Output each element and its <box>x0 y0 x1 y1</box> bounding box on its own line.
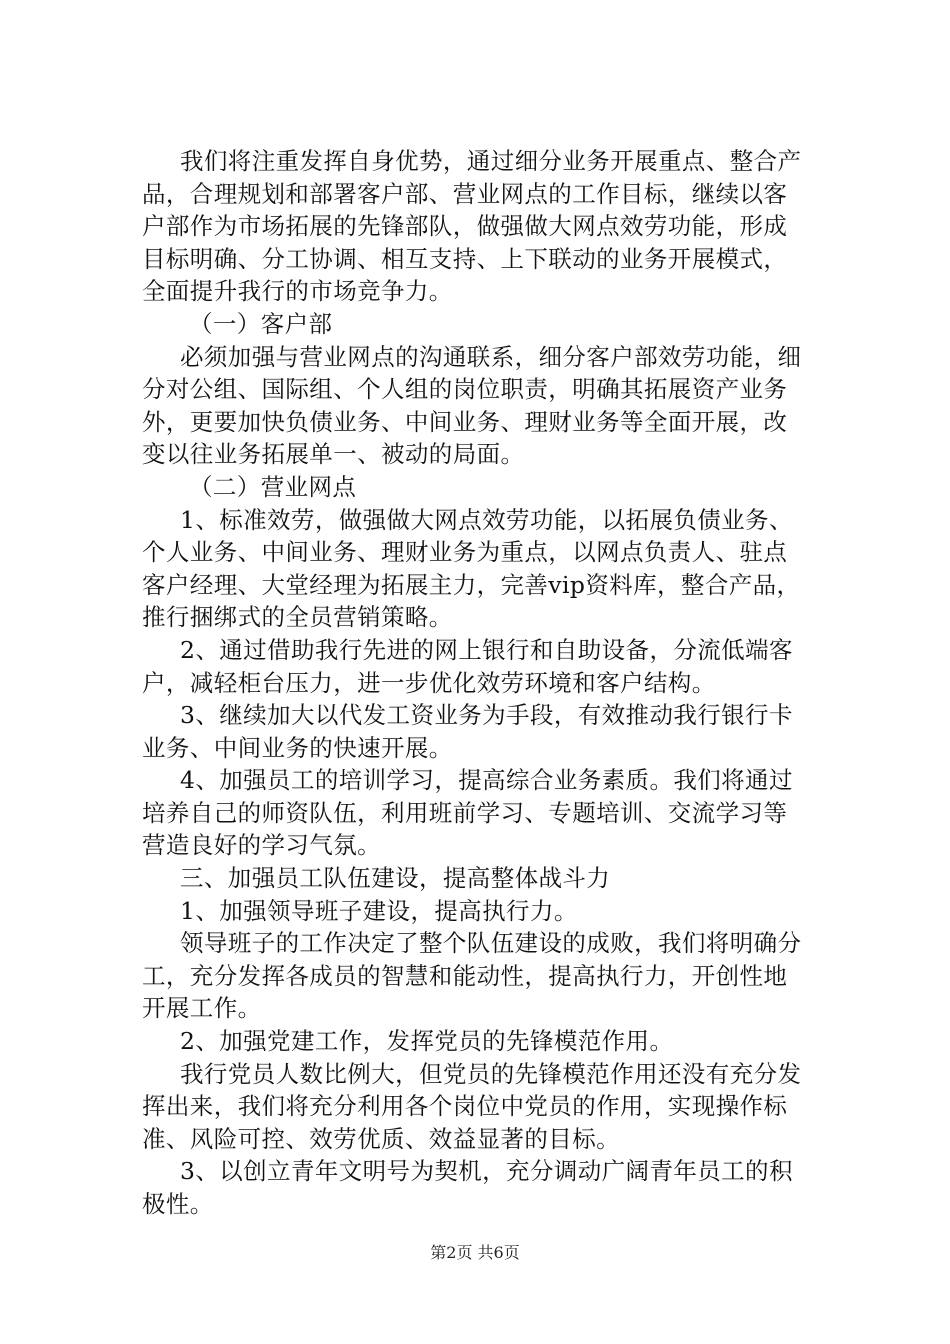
text-line: 客户经理、大堂经理为拓展主力，完善vip资料库，整合产品， <box>142 570 801 599</box>
text-line: 我行党员人数比例大，但党员的先锋模范作用还没有充分发 <box>180 1059 802 1088</box>
text-line: 工，充分发挥各成员的智慧和能动性，提高执行力，开创性地 <box>142 961 788 990</box>
text-line: （二）营业网点 <box>189 472 357 501</box>
text-line: 外，更要加快负债业务、中间业务、理财业务等全面开展，改 <box>142 407 788 436</box>
text-line: 变以往业务拓展单一、被动的局面。 <box>142 440 525 469</box>
text-line: 个人业务、中间业务、理财业务为重点，以网点负责人、驻点 <box>142 538 788 567</box>
text-line: 4、加强员工的培训学习，提高综合业务素质。我们将通过 <box>180 766 793 795</box>
text-line: 三、加强员工队伍建设，提高整体战斗力 <box>180 864 611 893</box>
text-line: 我们将注重发挥自身优势，通过细分业务开展重点、整合产 <box>180 147 802 175</box>
text-line: 1、标准效劳，做强做大网点效劳功能，以拓展负债业务、 <box>180 505 793 534</box>
text-line: 3、以创立青年文明号为契机，充分调动广阔青年员工的积 <box>180 1157 793 1186</box>
text-line: 3、继续加大以代发工资业务为手段，有效推动我行银行卡 <box>180 701 793 730</box>
text-line: 极性。 <box>142 1190 214 1218</box>
text-line: 2、加强党建工作，发挥党员的先锋模范作用。 <box>180 1027 674 1056</box>
text-line: 2、通过借助我行先进的网上银行和自助设备，分流低端客 <box>180 635 793 664</box>
document-body <box>142 145 822 1221</box>
text-line: 培养自己的师资队伍，利用班前学习、专题培训、交流学习等 <box>142 798 788 827</box>
text-line: 分对公组、国际组、个人组的岗位职责，明确其拓展资产业务 <box>142 375 788 404</box>
text-line: 业务、中间业务的快速开展。 <box>142 733 453 762</box>
text-line: （一）客户部 <box>189 309 333 338</box>
text-line: 1、加强领导班子建设，提高执行力。 <box>180 896 578 925</box>
text-line: 营造良好的学习气氛。 <box>142 831 381 860</box>
text-line: 必须加强与营业网点的沟通联系，细分客户部效劳功能，细 <box>180 342 802 371</box>
text-line: 目标明确、分工协调、相互支持、上下联动的业务开展模式， <box>142 244 788 273</box>
text-line: 品，合理规划和部署客户部、营业网点的工作目标，继续以客 <box>142 179 788 208</box>
text-line: 准、风险可控、效劳优质、效益显著的目标。 <box>142 1124 620 1153</box>
text-line: 挥出来，我们将充分利用各个岗位中党员的作用，实现操作标 <box>142 1092 788 1121</box>
page-footer: 第2页 共6页 <box>430 1243 520 1262</box>
text-line: 户，减轻柜台压力，进一步优化效劳环境和客户结构。 <box>142 668 716 697</box>
text-line: 推行捆绑式的全员营销策略。 <box>142 603 453 632</box>
text-line: 户部作为市场拓展的先锋部队，做强做大网点效劳功能，形成 <box>142 212 788 241</box>
text-line: 全面提升我行的市场竞争力。 <box>142 277 453 306</box>
text-line: 开展工作。 <box>142 994 262 1023</box>
text-line: 领导班子的工作决定了整个队伍建设的成败，我们将明确分 <box>180 929 802 958</box>
